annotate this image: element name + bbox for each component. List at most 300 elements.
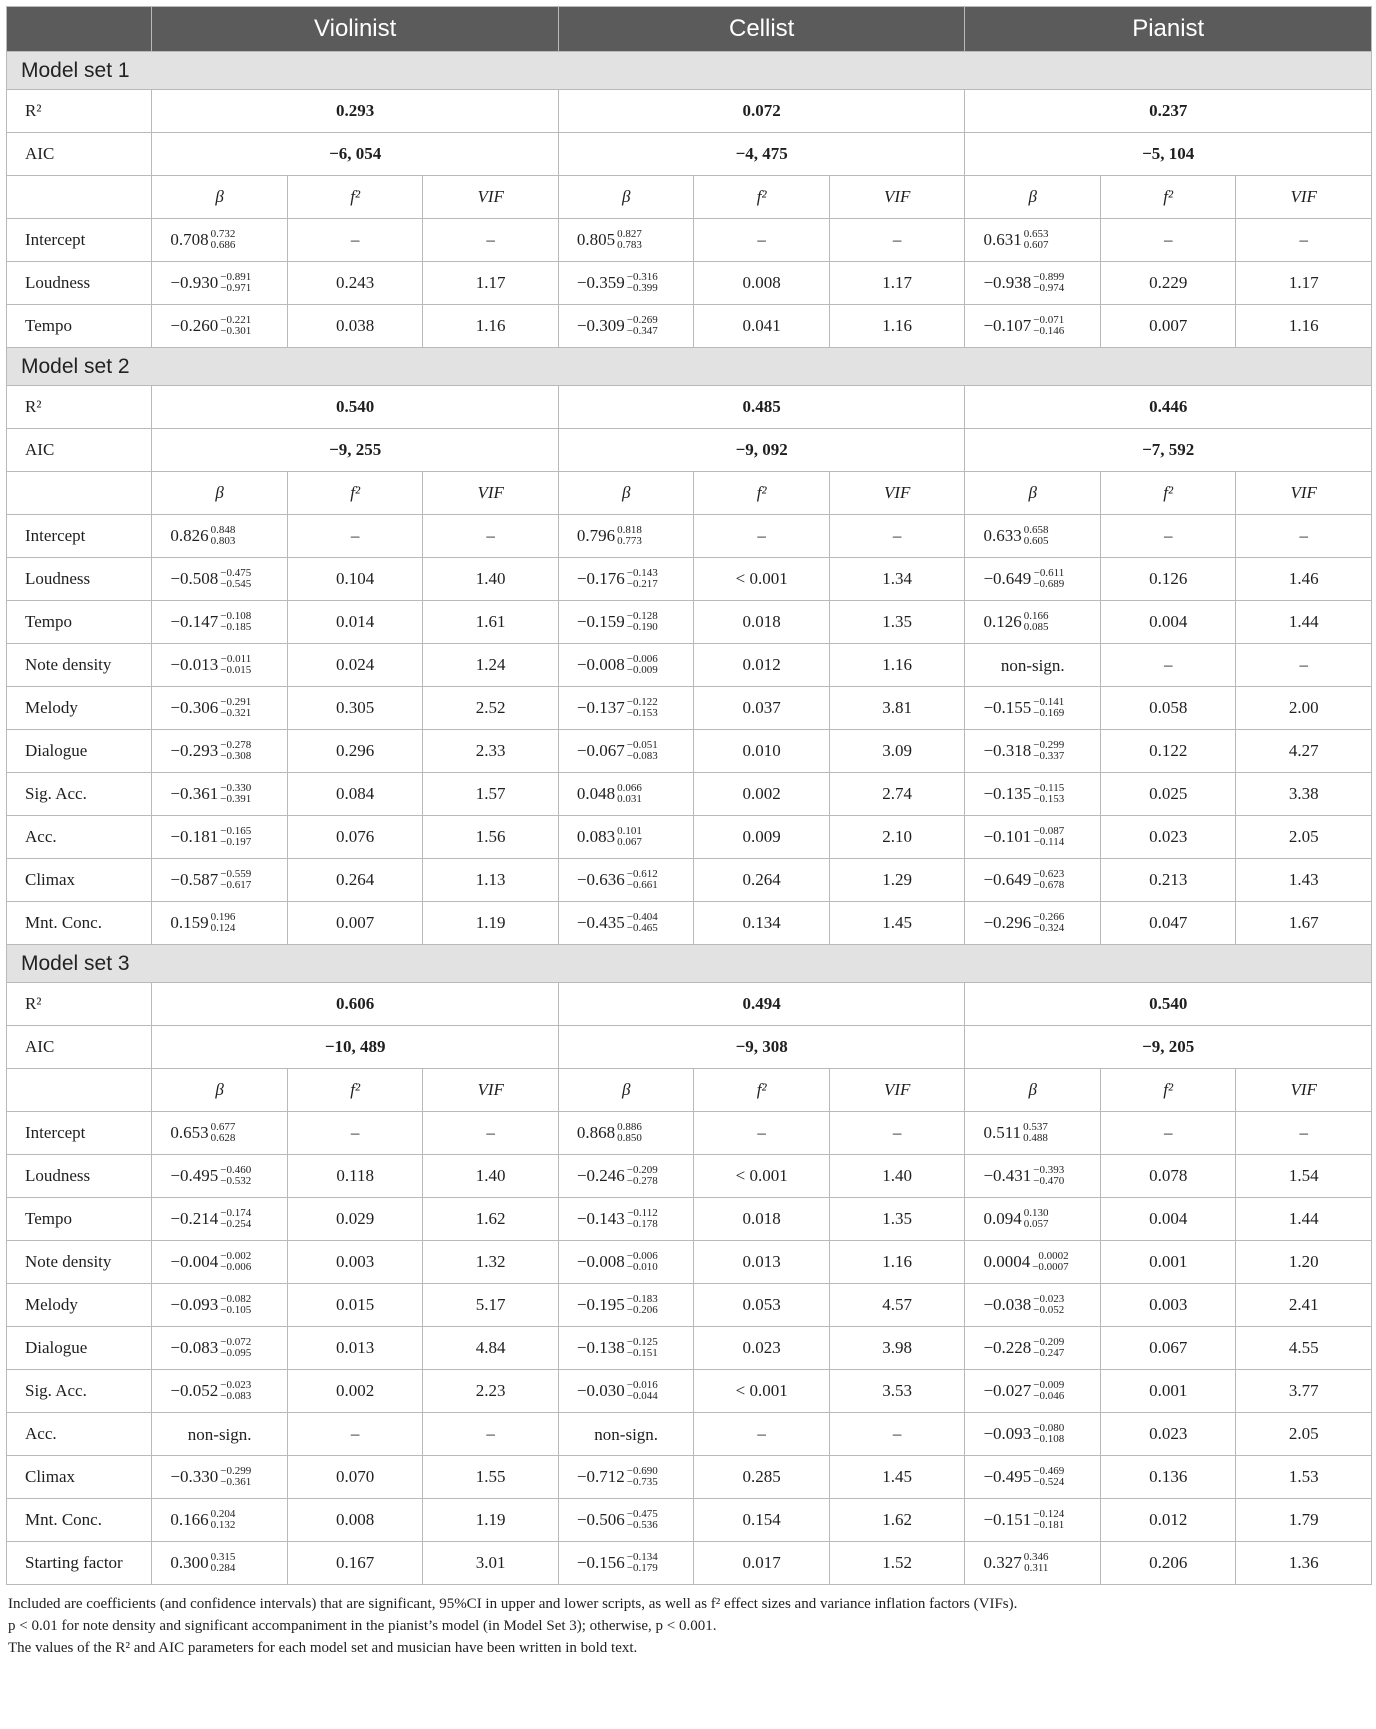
ci-upper: 0.653	[1023, 228, 1049, 241]
ci-upper: 0.196	[210, 911, 236, 924]
beta-value: −0.155	[983, 698, 1032, 718]
ci-lower: −0.206	[626, 1304, 658, 1317]
r2-value: 0.446	[965, 386, 1372, 429]
vif-cell: 3.01	[423, 1542, 559, 1585]
beta-value: −0.156	[576, 1553, 625, 1573]
ci-lower: 0.686	[210, 239, 236, 252]
beta-value: −0.361	[170, 784, 219, 804]
subcol-vif: VIF	[829, 176, 965, 219]
ci-lower: 0.031	[617, 793, 642, 806]
f2-cell: 0.003	[287, 1241, 423, 1284]
table-row	[7, 902, 1372, 945]
confidence-interval	[1033, 869, 1064, 891]
table-row	[7, 305, 1372, 348]
f2-cell: 0.012	[1100, 1499, 1236, 1542]
confidence-interval	[220, 1165, 251, 1187]
beta-value: 0.511	[983, 1123, 1022, 1143]
ci-upper: −0.316	[626, 271, 658, 284]
f2-cell: 0.078	[1100, 1155, 1236, 1198]
ci-lower: 0.124	[210, 922, 236, 935]
aic-row	[7, 133, 1372, 176]
beta-value: −0.147	[170, 612, 219, 632]
ci-upper: −0.623	[1033, 868, 1065, 881]
beta-value: −0.359	[576, 273, 625, 293]
confidence-interval	[1033, 697, 1064, 719]
ci-lower: −0.015	[220, 664, 252, 677]
confidence-interval	[1033, 1466, 1064, 1488]
ci-upper: −0.209	[1033, 1336, 1065, 1349]
f2-cell: 0.025	[1100, 773, 1236, 816]
ci-lower: −0.044	[626, 1390, 658, 1403]
f2-cell: 0.017	[694, 1542, 830, 1585]
beta-value: 0.159	[170, 913, 209, 933]
confidence-interval	[627, 272, 658, 294]
f2-cell: 0.002	[287, 1370, 423, 1413]
ci-upper: −0.080	[1033, 1422, 1065, 1435]
f2-cell: 0.001	[1100, 1370, 1236, 1413]
aic-row	[7, 1026, 1372, 1069]
beta-cell	[965, 773, 1101, 816]
row-label: Starting factor	[7, 1542, 152, 1585]
table-row	[7, 644, 1372, 687]
vif-cell: 2.52	[423, 687, 559, 730]
beta-cell	[152, 687, 288, 730]
vif-cell: –	[1236, 515, 1372, 558]
beta-value: 0.094	[983, 1209, 1022, 1229]
beta-cell	[558, 515, 694, 558]
table-row	[7, 262, 1372, 305]
vif-cell: 3.98	[829, 1327, 965, 1370]
table-row	[7, 773, 1372, 816]
row-label: Loudness	[7, 558, 152, 601]
table-row	[7, 1370, 1372, 1413]
ci-lower: 0.085	[1023, 621, 1049, 634]
vif-cell: –	[423, 1112, 559, 1155]
confidence-interval	[220, 869, 251, 891]
beta-value: −0.938	[983, 273, 1032, 293]
ci-lower: −0.083	[626, 750, 658, 763]
beta-cell	[965, 1198, 1101, 1241]
table-row	[7, 1284, 1372, 1327]
ci-upper: −0.122	[626, 696, 658, 709]
beta-cell	[558, 262, 694, 305]
ci-upper: −0.174	[220, 1207, 252, 1220]
beta-cell	[152, 262, 288, 305]
beta-value: −0.151	[983, 1510, 1032, 1530]
f2-cell: 0.118	[287, 1155, 423, 1198]
ci-lower: −0.524	[1033, 1476, 1065, 1489]
r2-value: 0.494	[558, 983, 965, 1026]
vif-cell: 1.40	[423, 558, 559, 601]
confidence-interval	[1033, 315, 1064, 337]
row-label: Acc.	[7, 1413, 152, 1456]
confidence-interval	[627, 1466, 658, 1488]
row-label: Climax	[7, 859, 152, 902]
ci-lower: 0.607	[1023, 239, 1049, 252]
footnote: p < 0.01 for note density and significant accompaniment in the pianist’s model (in Model Set 3); otherwise, p < 0.001.	[8, 1618, 717, 1634]
ci-lower: −0.661	[626, 879, 658, 892]
header-cellist: Cellist	[558, 7, 965, 52]
beta-cell	[965, 1327, 1101, 1370]
vif-cell: –	[1236, 219, 1372, 262]
confidence-interval	[617, 826, 642, 848]
beta-cell	[965, 1284, 1101, 1327]
vif-cell: 1.13	[423, 859, 559, 902]
ci-lower: −0.308	[220, 750, 252, 763]
ci-lower: 0.628	[210, 1132, 236, 1145]
aic-value: −5, 104	[965, 133, 1372, 176]
f2-cell: 0.013	[694, 1241, 830, 1284]
beta-cell	[965, 1456, 1101, 1499]
confidence-interval	[1033, 1294, 1064, 1316]
vif-cell: 1.35	[829, 601, 965, 644]
beta-value: −0.296	[983, 913, 1032, 933]
f2-cell: < 0.001	[694, 1155, 830, 1198]
row-label: Tempo	[7, 1198, 152, 1241]
ci-lower: −0.181	[1033, 1519, 1065, 1532]
confidence-interval	[1024, 525, 1049, 547]
beta-cell	[965, 1370, 1101, 1413]
ci-upper: −0.087	[1033, 825, 1065, 838]
subcol-f2: f²	[694, 1069, 830, 1112]
f2-cell: 0.084	[287, 773, 423, 816]
vif-cell: 1.20	[1236, 1241, 1372, 1284]
subcol-f2: f²	[287, 1069, 423, 1112]
beta-cell	[152, 816, 288, 859]
f2-cell: 0.047	[1100, 902, 1236, 945]
beta-cell	[965, 730, 1101, 773]
ci-upper: −0.023	[1033, 1293, 1065, 1306]
f2-cell: 0.001	[1100, 1241, 1236, 1284]
confidence-interval	[627, 1337, 658, 1359]
ci-lower: −0.347	[626, 325, 658, 338]
vif-cell: 2.74	[829, 773, 965, 816]
f2-cell: 0.053	[694, 1284, 830, 1327]
vif-cell: 1.16	[1236, 305, 1372, 348]
ci-lower: −0.105	[220, 1304, 252, 1317]
ci-upper: −0.141	[1033, 696, 1065, 709]
f2-cell: 0.010	[694, 730, 830, 773]
ci-upper: −0.299	[220, 1465, 252, 1478]
aic-value: −4, 475	[558, 133, 965, 176]
confidence-interval	[220, 1294, 251, 1316]
beta-value: 0.048	[576, 784, 616, 804]
subcol-f2: f²	[1100, 472, 1236, 515]
row-label: Intercept	[7, 1112, 152, 1155]
subcol-f2: f²	[287, 472, 423, 515]
subcolumn-header-row	[7, 1069, 1372, 1112]
confidence-interval	[627, 1380, 658, 1402]
beta-cell	[965, 515, 1101, 558]
ci-lower: −0.153	[626, 707, 658, 720]
row-label: Intercept	[7, 219, 152, 262]
header-pianist: Pianist	[965, 7, 1372, 52]
f2-cell: –	[287, 219, 423, 262]
beta-cell	[152, 1456, 288, 1499]
vif-cell: 1.40	[829, 1155, 965, 1198]
beta-cell	[152, 1327, 288, 1370]
subcol-vif: VIF	[423, 176, 559, 219]
ci-upper: −0.115	[1033, 782, 1065, 795]
ci-lower: −0.254	[220, 1218, 252, 1231]
subcol-beta: β	[152, 1069, 288, 1112]
beta-value: −0.093	[170, 1295, 219, 1315]
ci-upper: 0.315	[210, 1551, 236, 1564]
aic-value: −10, 489	[152, 1026, 559, 1069]
vif-cell: –	[423, 219, 559, 262]
beta-cell	[965, 1413, 1101, 1456]
ci-lower: −0.470	[1033, 1175, 1065, 1188]
f2-cell: 0.037	[694, 687, 830, 730]
ci-upper: −0.002	[220, 1250, 252, 1263]
beta-value: −0.030	[576, 1381, 625, 1401]
ci-upper: −0.125	[626, 1336, 658, 1349]
vif-cell: 1.44	[1236, 1198, 1372, 1241]
ci-upper: −0.082	[220, 1293, 252, 1306]
aic-label: AIC	[7, 133, 152, 176]
vif-cell: 1.43	[1236, 859, 1372, 902]
ci-lower: −0.678	[1033, 879, 1065, 892]
row-label: Intercept	[7, 515, 152, 558]
ci-lower: −0.197	[220, 836, 252, 849]
ci-upper: 0.848	[210, 524, 236, 537]
vif-cell: 1.55	[423, 1456, 559, 1499]
subcol-beta: β	[965, 176, 1101, 219]
aic-value: −7, 592	[965, 429, 1372, 472]
vif-cell: 1.57	[423, 773, 559, 816]
ci-lower: −0.536	[626, 1519, 658, 1532]
vif-cell: 1.16	[423, 305, 559, 348]
beta-cell	[558, 1327, 694, 1370]
ci-upper: 0.166	[1023, 610, 1049, 623]
confidence-interval	[627, 740, 658, 762]
f2-cell: –	[1100, 1112, 1236, 1155]
ci-lower: 0.850	[617, 1132, 642, 1145]
confidence-interval	[617, 525, 642, 547]
vif-cell: 1.67	[1236, 902, 1372, 945]
beta-cell	[965, 305, 1101, 348]
subcol-beta: β	[558, 1069, 694, 1112]
ci-lower: 0.067	[617, 836, 642, 849]
confidence-interval	[617, 229, 642, 251]
confidence-interval	[220, 826, 251, 848]
beta-cell	[152, 902, 288, 945]
ci-upper: −0.690	[626, 1465, 658, 1478]
header-blank	[7, 7, 152, 52]
header-violinist: Violinist	[152, 7, 559, 52]
f2-cell: 0.024	[287, 644, 423, 687]
table-row	[7, 1155, 1372, 1198]
beta-cell	[152, 730, 288, 773]
ci-upper: −0.299	[1033, 739, 1065, 752]
f2-cell: 0.007	[1100, 305, 1236, 348]
ci-upper: −0.899	[1033, 271, 1065, 284]
subcolumn-blank	[7, 472, 152, 515]
f2-cell: 0.296	[287, 730, 423, 773]
ci-lower: −0.179	[626, 1562, 658, 1575]
ci-lower: −0.545	[220, 578, 252, 591]
f2-cell: 0.206	[1100, 1542, 1236, 1585]
row-label: Acc.	[7, 816, 152, 859]
ci-lower: −0.391	[220, 793, 252, 806]
row-label: Melody	[7, 1284, 152, 1327]
confidence-interval	[627, 654, 658, 676]
beta-cell	[558, 644, 694, 687]
f2-cell: 0.012	[694, 644, 830, 687]
beta-value: −0.712	[576, 1467, 625, 1487]
ci-lower: 0.488	[1023, 1132, 1048, 1145]
beta-value: −0.930	[170, 273, 219, 293]
row-label: Dialogue	[7, 730, 152, 773]
beta-value: 0.868	[576, 1123, 616, 1143]
f2-cell: 0.029	[287, 1198, 423, 1241]
r2-row	[7, 983, 1372, 1026]
beta-value: −0.093	[983, 1424, 1032, 1444]
beta-value: −0.649	[983, 569, 1032, 589]
subcol-vif: VIF	[423, 472, 559, 515]
f2-cell: 0.285	[694, 1456, 830, 1499]
beta-value: 0.0004	[983, 1252, 1031, 1272]
aic-value: −9, 205	[965, 1026, 1372, 1069]
table-row	[7, 859, 1372, 902]
subcolumn-header-row	[7, 176, 1372, 219]
beta-cell	[965, 1155, 1101, 1198]
vif-cell: 1.36	[1236, 1542, 1372, 1585]
beta-cell	[152, 644, 288, 687]
beta-cell	[152, 1112, 288, 1155]
beta-cell	[558, 773, 694, 816]
beta-cell	[152, 601, 288, 644]
f2-cell: 0.058	[1100, 687, 1236, 730]
vif-cell: –	[1236, 1112, 1372, 1155]
beta-value: −0.495	[170, 1166, 219, 1186]
ci-lower: −0.178	[626, 1218, 658, 1231]
f2-cell: 0.023	[1100, 816, 1236, 859]
f2-cell: 0.007	[287, 902, 423, 945]
r2-value: 0.072	[558, 90, 965, 133]
ci-lower: −0.010	[626, 1261, 658, 1274]
confidence-interval	[211, 1509, 236, 1531]
beta-value: −0.083	[170, 1338, 219, 1358]
row-label: Loudness	[7, 1155, 152, 1198]
vif-cell: 2.33	[423, 730, 559, 773]
ci-upper: −0.183	[626, 1293, 658, 1306]
beta-cell	[558, 1284, 694, 1327]
ci-upper: −0.469	[1033, 1465, 1065, 1478]
beta-cell	[965, 1499, 1101, 1542]
subcol-f2: f²	[1100, 176, 1236, 219]
confidence-interval	[211, 1122, 236, 1144]
beta-value: −0.330	[170, 1467, 219, 1487]
f2-cell: 0.076	[287, 816, 423, 859]
table-row	[7, 730, 1372, 773]
subcol-vif: VIF	[1236, 1069, 1372, 1112]
beta-value: −0.027	[983, 1381, 1032, 1401]
ci-upper: 0.732	[210, 228, 236, 241]
aic-value: −9, 308	[558, 1026, 965, 1069]
vif-cell: 3.77	[1236, 1370, 1372, 1413]
vif-cell: 2.41	[1236, 1284, 1372, 1327]
ci-lower: −0.046	[1033, 1390, 1065, 1403]
aic-label: AIC	[7, 1026, 152, 1069]
model-set-header	[7, 348, 1372, 386]
confidence-interval	[627, 315, 658, 337]
ci-upper: −0.016	[626, 1379, 658, 1392]
f2-cell: –	[287, 1413, 423, 1456]
beta-cell	[152, 219, 288, 262]
confidence-interval	[1033, 912, 1064, 934]
ci-upper: −0.134	[626, 1551, 658, 1564]
f2-cell: –	[694, 515, 830, 558]
beta-value: −0.506	[576, 1510, 625, 1530]
beta-cell	[152, 859, 288, 902]
model-set-header	[7, 52, 1372, 90]
confidence-interval	[220, 1208, 251, 1230]
ci-lower: −0.190	[626, 621, 658, 634]
ci-lower: −0.052	[1033, 1304, 1065, 1317]
beta-value: 0.300	[170, 1553, 209, 1573]
beta-cell	[152, 558, 288, 601]
ci-lower: 0.284	[210, 1562, 236, 1575]
beta-cell	[152, 773, 288, 816]
vif-cell: 3.81	[829, 687, 965, 730]
ci-upper: −0.165	[220, 825, 252, 838]
ci-upper: −0.209	[626, 1164, 658, 1177]
ci-lower: −0.009	[626, 664, 658, 677]
confidence-interval	[220, 1337, 251, 1359]
ci-lower: −0.108	[1033, 1433, 1065, 1446]
ci-upper: −0.891	[220, 271, 252, 284]
beta-value: −0.228	[983, 1338, 1032, 1358]
beta-value: −0.649	[983, 870, 1032, 890]
beta-value: −0.013	[170, 655, 219, 675]
vif-cell: 1.52	[829, 1542, 965, 1585]
ci-upper: −0.124	[1033, 1508, 1065, 1521]
beta-value: −0.293	[170, 741, 219, 761]
beta-value: −0.214	[170, 1209, 219, 1229]
subcol-vif: VIF	[423, 1069, 559, 1112]
r2-value: 0.485	[558, 386, 965, 429]
f2-cell: 0.067	[1100, 1327, 1236, 1370]
vif-cell: –	[829, 219, 965, 262]
vif-cell: 1.17	[829, 262, 965, 305]
r2-value: 0.606	[152, 983, 559, 1026]
beta-cell	[558, 1499, 694, 1542]
table-row	[7, 219, 1372, 262]
beta-cell	[965, 1112, 1101, 1155]
beta-value: 0.796	[576, 526, 616, 546]
ci-lower: −0.114	[1033, 836, 1065, 849]
beta-cell	[558, 816, 694, 859]
footnote: The values of the R² and AIC parameters for each model set and musician have been written in bold text.	[8, 1640, 638, 1656]
beta-value: −0.008	[576, 655, 625, 675]
confidence-interval	[1033, 272, 1064, 294]
beta-value: −0.306	[170, 698, 219, 718]
f2-cell: –	[1100, 644, 1236, 687]
ci-upper: −0.108	[220, 610, 252, 623]
beta-cell	[965, 687, 1101, 730]
beta-value: −0.052	[170, 1381, 219, 1401]
confidence-interval	[627, 1208, 658, 1230]
ci-upper: −0.266	[1033, 911, 1065, 924]
confidence-interval	[627, 568, 658, 590]
confidence-interval	[220, 272, 251, 294]
subcol-beta: β	[558, 176, 694, 219]
row-label: Mnt. Conc.	[7, 1499, 152, 1542]
beta-cell	[965, 816, 1101, 859]
f2-cell: 0.264	[287, 859, 423, 902]
ci-lower: −0.971	[220, 282, 252, 295]
